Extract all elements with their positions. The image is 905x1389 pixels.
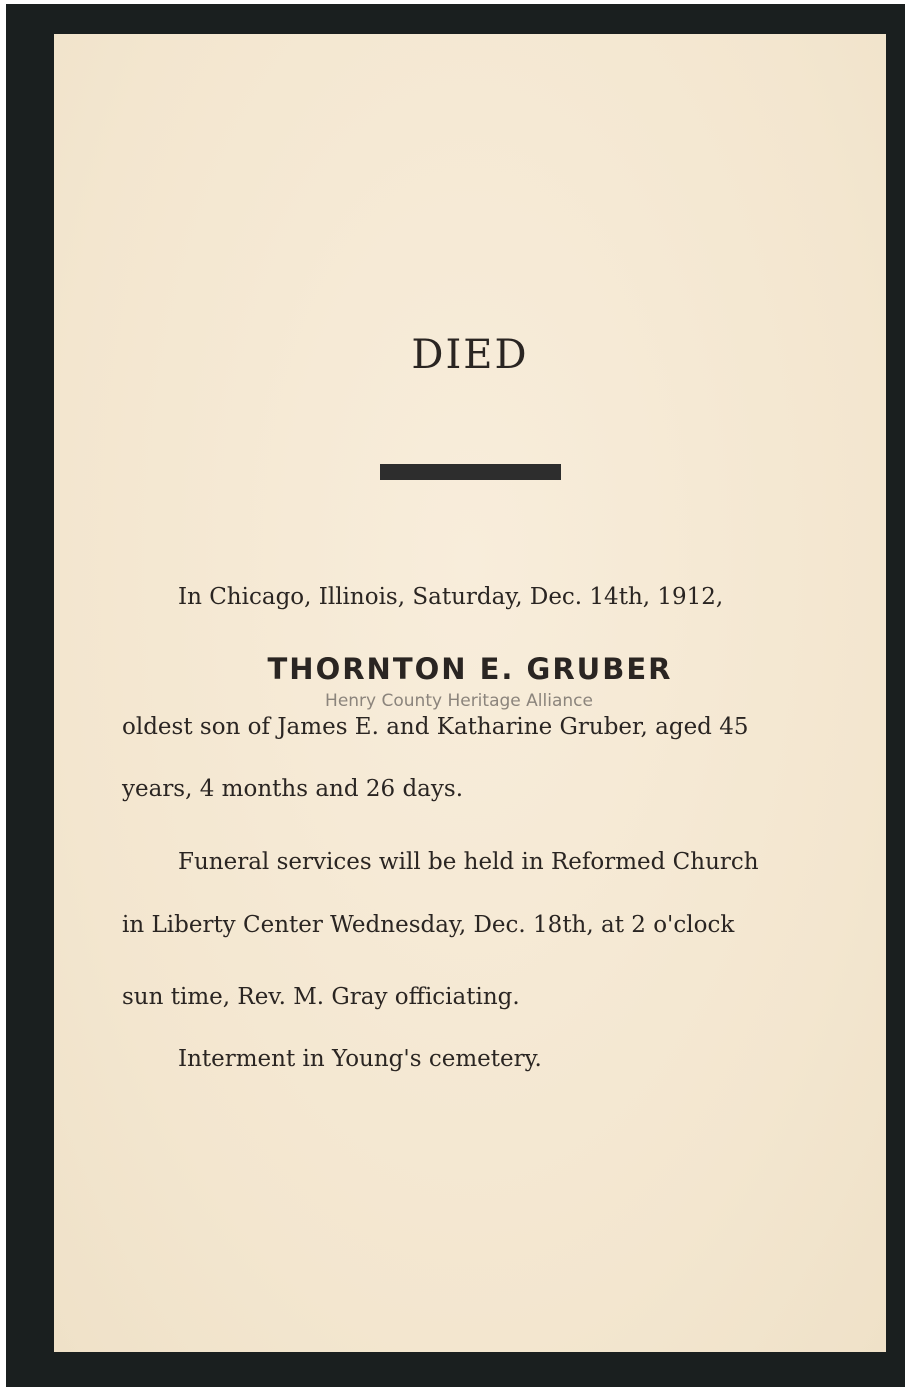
funeral-services-line: Funeral services will be held in Reformed Church [178, 849, 759, 875]
officiant-line: sun time, Rev. M. Gray officiating. [122, 984, 520, 1010]
deceased-name: THORNTON E. GRUBER [267, 652, 673, 686]
card-heading: DIED [411, 332, 529, 378]
funeral-card [54, 34, 886, 1352]
mourning-bar [380, 464, 561, 480]
interment-line: Interment in Young's cemetery. [178, 1046, 542, 1072]
age-line: years, 4 months and 26 days. [122, 776, 464, 802]
place-date-line: In Chicago, Illinois, Saturday, Dec. 14th, 1912, [178, 584, 724, 610]
funeral-card-border [6, 4, 905, 1387]
location-time-line: in Liberty Center Wednesday, Dec. 18th, at 2 o'clock [122, 912, 735, 938]
watermark-text: Henry County Heritage Alliance [325, 691, 593, 711]
parentage-line: oldest son of James E. and Katharine Gruber, aged 45 [122, 714, 749, 740]
